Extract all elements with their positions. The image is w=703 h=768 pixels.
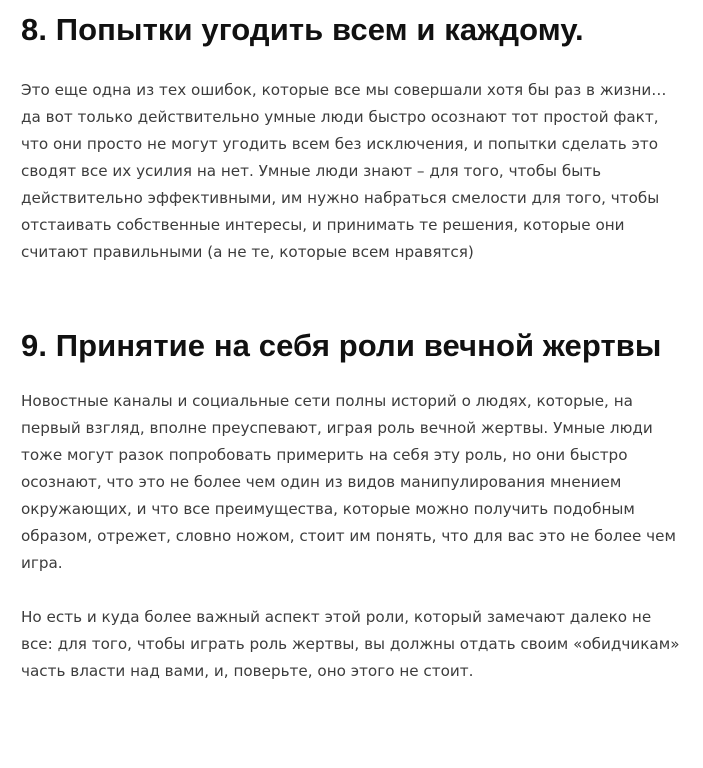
- article-body: [21, 0, 685, 685]
- section-8-heading: 8. Попытки угодить всем и каждому.: [21, 12, 584, 47]
- section-9-paragraph-1: Новостные каналы и социальные сети полны историй о людях, которые, на первый взгляд, вполне преуспевают, играя роль вечной жертвы. Умные люди тоже могут разок попробовать примерить на себя эту роль, но они быстро осознают, что это не более чем один из видов манипулирования мнением окружающих, и что все преимущества, которые можно получить подобным образом, отрежет, словно ножом, стоит им понять, что для вас это не более чем игра.: [21, 392, 676, 572]
- section-8-paragraph: Это еще одна из тех ошибок, которые все мы совершали хотя бы раз в жизни… да вот только действительно умные люди быстро осознают тот простой факт, что они просто не могут угодить всем без исключения, и попытки сделать это сводят все их усилия на нет. Умные люди знают – для того, чтобы быть действительно эффективными, им нужно набраться смелости для того, чтобы отстаивать собственные интересы, и принимать те решения, которые они считают правильными (а не те, которые всем нравятся): [21, 81, 667, 261]
- section-9-heading: 9. Принятие на себя роли вечной жертвы: [21, 328, 662, 363]
- section-9-paragraph-2: Но есть и куда более важный аспект этой роли, который замечают далеко не все: для того, чтобы играть роль жертвы, вы должны отдать своим «обидчикам» часть власти над вами, и, поверьте, оно этого не стоит.: [21, 608, 680, 680]
